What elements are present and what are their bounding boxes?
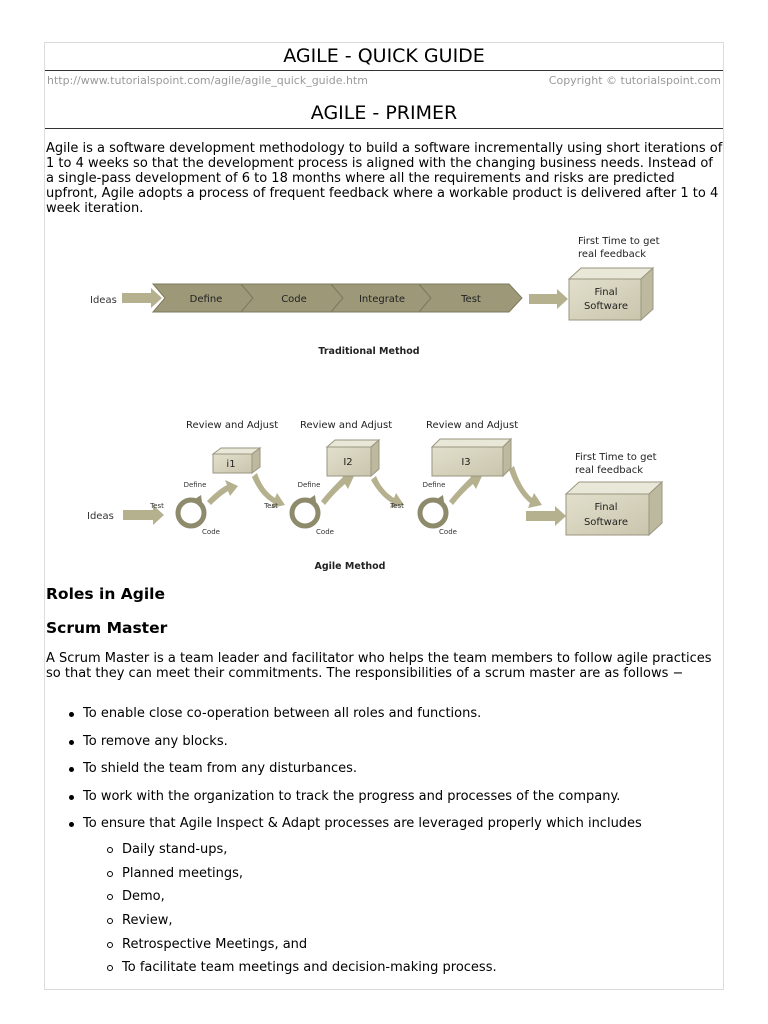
review-adjust-label-2: Review and Adjust — [300, 420, 393, 431]
bullet-icon — [69, 822, 74, 827]
circle-bullet-icon — [107, 918, 113, 924]
stage-test-label: Test — [461, 294, 481, 305]
cycle-define-label-1: Define — [183, 481, 207, 489]
iteration-3 — [420, 420, 542, 536]
scrum-master-intro: A Scrum Master is a team leader and facilitator who helps the team members to follow agile practices so that they can meet their commitments. The responsibilities of a scrum master are as follows − — [46, 651, 712, 681]
stage-integrate-label: Integrate — [358, 294, 406, 305]
scrum-master-heading: Scrum Master — [46, 619, 168, 637]
iteration-label-3: I3 — [461, 457, 471, 468]
iteration-label-1: i1 — [226, 459, 236, 470]
sublist-item — [45, 842, 497, 866]
sublist-item — [45, 960, 497, 984]
circle-bullet-icon — [107, 965, 113, 971]
cycle-test-label-1b: Test — [264, 502, 278, 510]
list-item-text: To shield the team from any disturbances. — [83, 761, 358, 776]
bullet-icon — [69, 767, 74, 772]
agile-feedback-line1: First Time to get — [575, 452, 657, 463]
list-item — [45, 734, 642, 762]
iteration-up-arrow-2 — [321, 473, 354, 505]
sublist-item-text: Retrospective Meetings, and — [122, 936, 308, 952]
review-adjust-label-1: Review and Adjust — [186, 420, 279, 431]
bullet-icon — [69, 795, 74, 800]
cycle-define-label-3: Define — [422, 481, 446, 489]
inspect-adapt-sublist — [45, 842, 497, 984]
agile-vs-traditional-diagram — [45, 43, 725, 583]
agile-feedback-line2: real feedback — [575, 465, 644, 476]
list-item — [45, 706, 642, 734]
sublist-item — [45, 889, 497, 913]
traditional-ideas-label: Ideas — [90, 295, 117, 306]
sublist-item-text: Planned meetings, — [122, 865, 244, 881]
traditional-feedback-line2: real feedback — [578, 249, 647, 260]
iteration-1 — [149, 420, 285, 536]
stage-code-label: Code — [281, 294, 307, 305]
sublist-item-text: To facilitate team meetings and decision-making process. — [122, 960, 497, 976]
list-item-text: To enable close co-operation between all roles and functions. — [83, 706, 482, 721]
iteration-cycle-1 — [178, 500, 204, 526]
traditional-method — [90, 236, 660, 357]
intro-paragraph: Agile is a software development methodology to build a software incrementally using short iterations of 1 to 4 weeks so that the development process is aligned with the changing business needs. Instead of a single-pass development of 6 to 18 months where all the requirements and risks are predicted upfront, Agile adopts a process of frequent feedback where a workable product is delivered after 1 to 4 week iteration. — [46, 141, 723, 216]
sublist-item-text: Daily stand-ups, — [122, 842, 228, 857]
agile-method — [87, 420, 662, 572]
list-item — [45, 789, 642, 817]
iteration-cycle-2 — [292, 500, 318, 526]
list-item-text: To ensure that Agile Inspect & Adapt processes are leveraged properly which includes — [83, 816, 642, 831]
sublist-item — [45, 913, 497, 937]
cycle-test-label-1: Test — [150, 502, 164, 510]
cycle-code-label-3: Code — [439, 528, 457, 536]
traditional-final-line1: Final — [594, 287, 618, 298]
sublist-item-text: Review, — [122, 913, 173, 929]
list-item-text: To work with the organization to track the progress and processes of the company. — [83, 788, 621, 804]
list-item — [45, 816, 642, 844]
iteration-label-2: I2 — [343, 457, 353, 468]
agile-ideas-label: Ideas — [87, 511, 114, 522]
iteration-2 — [292, 420, 404, 536]
circle-bullet-icon — [107, 847, 113, 853]
sublist-item — [45, 866, 497, 890]
list-item — [45, 761, 642, 789]
circle-bullet-icon — [107, 871, 113, 877]
agile-caption: Agile Method — [314, 561, 386, 572]
responsibilities-list — [45, 706, 642, 844]
bullet-icon — [69, 712, 74, 717]
iteration-up-arrow-3 — [449, 473, 482, 505]
circle-bullet-icon — [107, 942, 113, 948]
traditional-ideas-arrow — [122, 288, 162, 308]
roles-heading: Roles in Agile — [46, 585, 166, 603]
document-title: AGILE - QUICK GUIDE — [283, 45, 485, 67]
sublist-item — [45, 937, 497, 961]
cycle-test-label-2: Test — [390, 502, 404, 510]
bullet-icon — [69, 740, 74, 745]
circle-bullet-icon — [107, 894, 113, 900]
section-title: AGILE - PRIMER — [310, 102, 458, 124]
cycle-code-label-1: Code — [202, 528, 220, 536]
document-page — [44, 42, 724, 990]
traditional-final-line2: Software — [583, 301, 629, 312]
iteration-down-arrow-3 — [509, 466, 542, 508]
agile-final-arrow — [526, 506, 566, 526]
iteration-cycle-3 — [420, 500, 446, 526]
review-adjust-label-3: Review and Adjust — [426, 420, 519, 431]
traditional-feedback-line1: First Time to get — [578, 236, 660, 247]
sublist-item-text: Demo, — [122, 889, 165, 905]
cycle-code-label-2: Code — [316, 528, 334, 536]
list-item-text: To remove any blocks. — [83, 733, 228, 749]
copyright-notice: Copyright © tutorialspoint.com — [548, 74, 721, 87]
traditional-final-arrow — [529, 289, 568, 309]
iteration-up-arrow-1 — [207, 480, 238, 505]
source-url-link[interactable]: http://www.tutorialspoint.com/agile/agile_quick_guide.htm — [47, 74, 368, 87]
traditional-caption: Traditional Method — [318, 346, 420, 357]
stage-define-label: Define — [189, 294, 223, 305]
agile-final-line2: Software — [583, 517, 629, 528]
agile-final-line1: Final — [594, 502, 618, 513]
cycle-define-label-2: Define — [297, 481, 321, 489]
